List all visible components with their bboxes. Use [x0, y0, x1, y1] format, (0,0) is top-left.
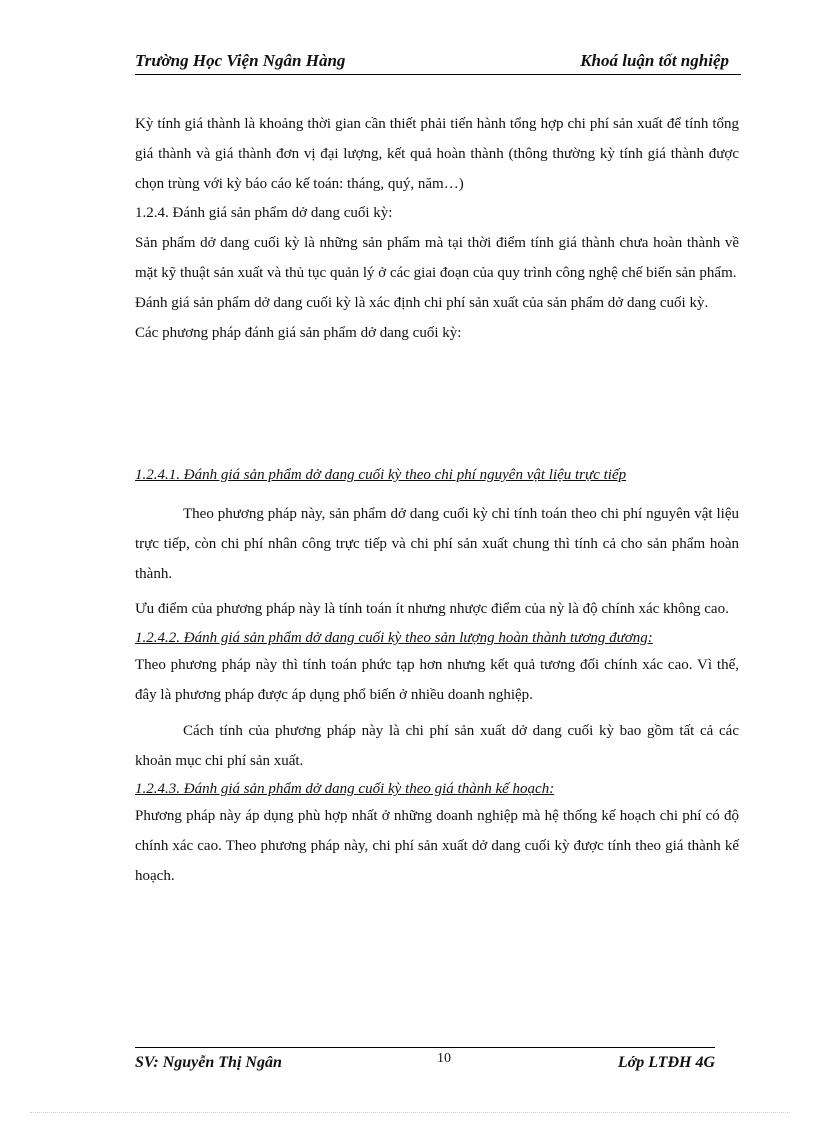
paragraph-method-2: Theo phương pháp này thì tính toán phức tạp hơn nhưng kết quả tương đối chính xác cao. Vì thế, đây là phương pháp được áp dụng phổ biến ở nhiều doanh nghiệp.: [135, 657, 739, 703]
paragraph-method-3: Phương pháp này áp dụng phù hợp nhất ở những doanh nghiệp mà hệ thống kế hoạch chi phí có độ chính xác cao. Theo phương pháp này, chi phí sản xuất dở dang cuối kỳ được tính theo giá thành kế hoạch.: [135, 808, 739, 884]
page-number: 10: [437, 1051, 451, 1066]
paragraph-wip-evaluation: Đánh giá sản phẩm dở dang cuối kỳ là xác định chi phí sản xuất của sản phẩm dở dang cuối kỳ.: [135, 294, 709, 311]
footer-class-name: Lớp LTĐH 4G: [617, 1054, 715, 1071]
paragraph-period-definition: Kỳ tính giá thành là khoảng thời gian cần thiết phải tiến hành tổng hợp chi phí sản xuất để tính tổng giá thành và giá thành đơn vị đại lượng, kết quả hoàn thành (thông thường kỳ tính giá thành được chọn trùng với kỳ báo cáo kế toán: tháng, quý, năm…): [135, 116, 739, 192]
header-school-name: Trường Học Viện Ngân Hàng: [135, 51, 346, 70]
paragraph-methods-intro: Các phương pháp đánh giá sản phẩm dở dang cuối kỳ:: [135, 324, 462, 341]
page-edge-rule: [30, 1112, 790, 1113]
subheading-1-2-4-2: 1.2.4.2. Đánh giá sản phẩm dở dang cuối kỳ theo sản lượng hoàn thành tương đương:: [135, 630, 653, 647]
section-heading-1-2-4: 1.2.4. Đánh giá sản phẩm dở dang cuối kỳ:: [135, 205, 393, 222]
paragraph-method-1-evaluation: Ưu điểm của phương pháp này là tính toán ít nhưng nhược điểm của nỳ là độ chính xác không cao.: [135, 601, 729, 618]
paragraph-method-2-calculation: Cách tính của phương pháp này là chi phí sản xuất dở dang cuối kỳ bao gồm tất cả các khoản mục chi phí sản xuất.: [135, 722, 739, 769]
page-header: [135, 50, 741, 75]
body-section-2: [135, 462, 739, 892]
subheading-1-2-4-1: 1.2.4.1. Đánh giá sản phẩm dở dang cuối kỳ theo chi phí nguyên vật liệu trực tiếp: [135, 467, 627, 483]
paragraph-wip-definition: Sản phẩm dở dang cuối kỳ là những sản phẩm mà tại thời điểm tính giá thành chưa hoàn thành về mặt kỹ thuật sản xuất và thủ tục quản lý ở các giai đoạn của quy trình công nghệ chế biến sản phẩm.: [135, 235, 739, 281]
paragraph-method-1: Theo phương pháp này, sản phẩm dở dang cuối kỳ chỉ tính toán theo chi phí nguyên vật liệu trực tiếp, còn chi phí nhân công trực tiếp và chi phí sản xuất chung thì tính cả cho sản phẩm hoàn thành.: [135, 506, 739, 582]
subheading-1-2-4-3: 1.2.4.3. Đánh giá sản phẩm dở dang cuối kỳ theo giá thành kế hoạch:: [135, 781, 555, 798]
footer-student-name: SV: Nguyễn Thị Ngân: [135, 1054, 282, 1071]
header-document-type: Khoá luận tốt nghiệp: [580, 51, 729, 70]
page-footer: [135, 1047, 715, 1078]
body-section-1: [135, 110, 739, 348]
